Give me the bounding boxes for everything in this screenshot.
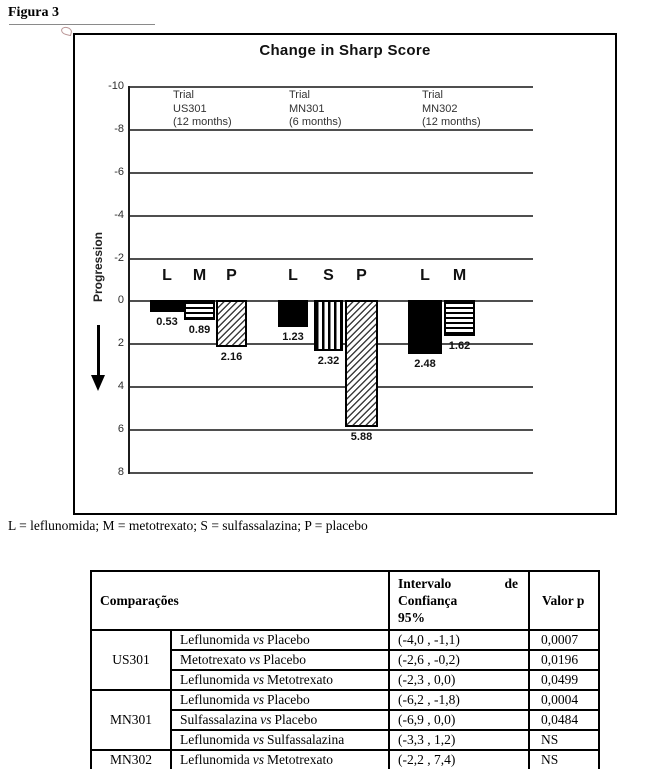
header-ci-line3: 95% (398, 610, 426, 625)
trial-header-line: US301 (173, 102, 207, 115)
comparison-drug-b: Placebo (274, 712, 318, 727)
sharp-score-chart (73, 33, 617, 515)
comparison-drug-b: Placebo (266, 632, 310, 647)
trial-group-header (173, 89, 273, 130)
p-value-cell: 0,0004 (529, 690, 599, 710)
bar-letter: L (288, 267, 298, 285)
trial-header-line: MN301 (289, 102, 325, 115)
table-row (91, 630, 599, 650)
comparison-drug-b: Metotrexato (266, 752, 333, 767)
y-axis-line (128, 86, 130, 474)
plot-area (108, 80, 533, 478)
comparison-vs: vs (252, 752, 264, 767)
bar-value-label: 1.23 (282, 331, 304, 344)
bar-l (278, 300, 308, 327)
comparison-drug-a: Leflunomida (180, 752, 250, 767)
gridline (130, 172, 533, 174)
comparison-drug-b: Placebo (263, 652, 306, 667)
bar-m (444, 300, 475, 336)
bar-letter: L (420, 267, 430, 285)
gridline (130, 86, 533, 88)
y-tick-label: -6 (114, 165, 124, 178)
trial-header-line: Trial (289, 89, 310, 101)
comparison-vs: vs (252, 692, 264, 707)
header-valor-p: Valor p (529, 571, 599, 630)
y-axis-label: Progression (91, 231, 105, 303)
bar-letter: P (226, 267, 237, 285)
y-tick-label: 0 (117, 294, 124, 307)
trial-group-header (422, 89, 522, 130)
comparison-cell (171, 750, 389, 769)
table-row (91, 750, 599, 769)
bar-letter: L (162, 267, 172, 285)
trial-header-line: Trial (173, 89, 194, 101)
p-value-cell: 0,0007 (529, 630, 599, 650)
bar-l (150, 300, 184, 312)
y-tick-label: -8 (114, 122, 124, 135)
p-value-cell: 0,0196 (529, 650, 599, 670)
y-tick-label: 4 (117, 380, 124, 393)
trial-group-header (289, 89, 389, 130)
bar-value-label: 0.53 (156, 316, 178, 329)
chart-title: Change in Sharp Score (259, 42, 431, 59)
header-ci-line1 (398, 575, 518, 592)
confidence-interval-cell: (-3,3 , 1,2) (389, 730, 529, 750)
bar-letter: S (323, 267, 334, 285)
y-tick-label: -2 (114, 251, 124, 264)
comparison-drug-a: Leflunomida (180, 732, 250, 747)
trial-cell: US301 (91, 630, 171, 690)
progression-arrow-shaft (97, 325, 100, 377)
trial-header-line: (12 months) (173, 116, 232, 128)
comparison-drug-a: Leflunomida (180, 672, 250, 687)
confidence-interval-cell: (-6,2 , -1,8) (389, 690, 529, 710)
comparison-drug-a: Sulfassalazina (180, 712, 258, 727)
gridline (130, 258, 533, 260)
comparison-drug-a: Leflunomida (180, 692, 250, 707)
confidence-interval-cell: (-2,2 , 7,4) (389, 750, 529, 769)
p-value-cell: NS (529, 730, 599, 750)
figure-label: Figura 3 (8, 5, 59, 20)
table-row (91, 690, 599, 710)
y-tick-label: -10 (108, 80, 124, 92)
header-ci-word-intervalo: Intervalo (398, 576, 452, 591)
p-value-cell: NS (529, 750, 599, 769)
bar-value-label: 5.88 (350, 431, 373, 444)
comparison-vs: vs (252, 672, 264, 687)
header-ci-line2: Confiança (398, 593, 458, 608)
y-tick-label: 8 (117, 466, 124, 478)
bar-value-label: 2.32 (317, 355, 340, 368)
trial-header-line: Trial (422, 89, 443, 101)
comparison-table (90, 570, 600, 769)
confidence-interval-cell: (-2,3 , 0,0) (389, 670, 529, 690)
scan-artifact-mark (60, 26, 73, 36)
bar-letter: M (452, 267, 467, 285)
trial-cell: MN302 (91, 750, 171, 769)
y-tick-label: 6 (117, 423, 124, 436)
comparison-vs: vs (252, 632, 264, 647)
confidence-interval-cell: (-4,0 , -1,1) (389, 630, 529, 650)
p-value-cell: 0,0499 (529, 670, 599, 690)
figure-label-underline (9, 24, 155, 25)
comparison-vs: vs (252, 732, 264, 747)
trial-header-line: MN302 (422, 102, 458, 115)
gridline (130, 472, 533, 474)
header-ci-word-de: de (504, 576, 519, 591)
bar-value-label: 1.62 (448, 340, 471, 353)
bar-letter: P (356, 267, 367, 285)
y-tick-label: 2 (117, 337, 124, 350)
trial-header-line: (6 months) (289, 116, 342, 128)
confidence-interval-cell: (-2,6 , -0,2) (389, 650, 529, 670)
comparison-cell (171, 730, 389, 750)
trial-cell: MN301 (91, 690, 171, 750)
comparison-drug-b: Metotrexato (266, 672, 333, 687)
bar-letter: M (192, 267, 207, 285)
gridline (130, 215, 533, 217)
bar-value-label: 2.16 (220, 351, 243, 364)
gridline (130, 386, 533, 388)
comparison-drug-a: Leflunomida (180, 632, 250, 647)
comparison-vs: vs (248, 652, 261, 667)
bar-s (314, 300, 343, 351)
comparison-drug-b: Placebo (266, 692, 310, 707)
bar-value-label: 2.48 (414, 358, 436, 371)
comparison-cell (171, 630, 389, 650)
comparison-drug-a: Metotrexato (180, 652, 246, 667)
comparison-cell (171, 650, 389, 670)
chart-legend-text: L = leflunomida; M = metotrexato; S = sulfassalazina; P = placebo (8, 518, 368, 533)
comparison-vs: vs (260, 712, 272, 727)
comparison-cell (171, 670, 389, 690)
p-value-cell: 0,0484 (529, 710, 599, 730)
header-comparacoes: Comparações (91, 571, 389, 630)
gridline (130, 429, 533, 431)
comparison-drug-b: Sulfassalazina (266, 732, 345, 747)
trial-header-line: (12 months) (422, 116, 481, 128)
header-confidence-interval (389, 571, 529, 630)
table-header-row (91, 571, 599, 630)
y-tick-label: -4 (114, 208, 124, 221)
comparison-cell (171, 690, 389, 710)
confidence-interval-cell: (-6,9 , 0,0) (389, 710, 529, 730)
comparison-cell (171, 710, 389, 730)
bar-value-label: 0.89 (188, 324, 211, 337)
